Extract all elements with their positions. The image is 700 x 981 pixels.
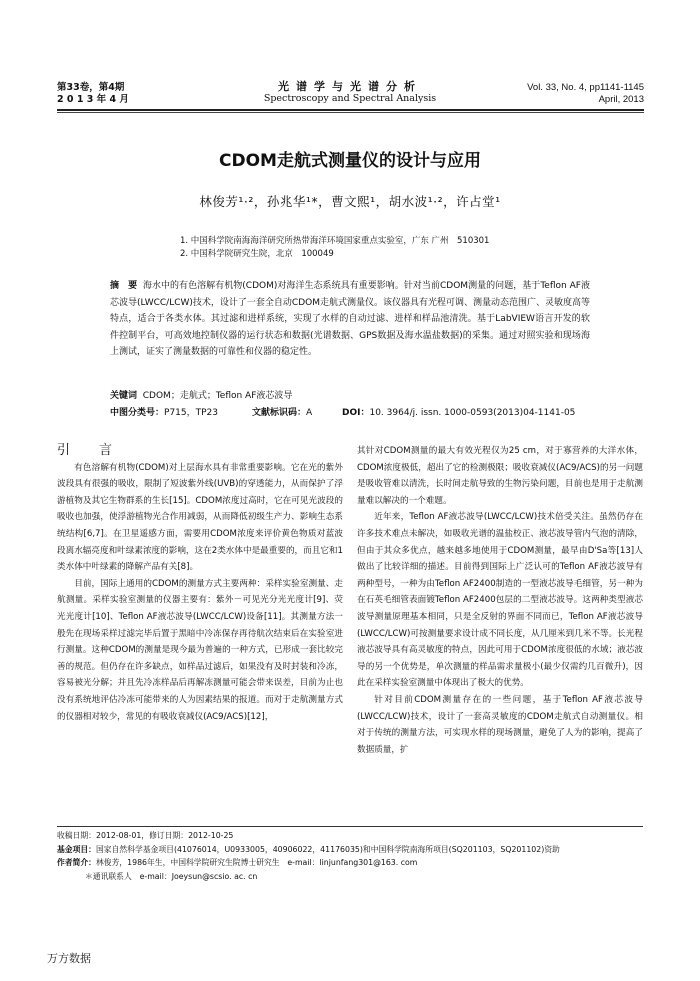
- doc-code-value: A: [306, 408, 313, 418]
- clc-label: 中图分类号：: [110, 408, 165, 418]
- affiliations: [180, 235, 489, 261]
- header-rule-thick: [57, 109, 644, 111]
- fund-note: [57, 843, 647, 857]
- paper-title: CDOM走航式测量仪的设计与应用: [219, 151, 481, 171]
- journal-pages: [527, 82, 644, 106]
- corresponding-author: ＊通讯联系人 e-mail：Joeysun@scsio. ac. cn: [85, 871, 258, 881]
- keywords-label: 关键词: [110, 391, 138, 401]
- footnote-rule: [57, 826, 643, 827]
- header-rule-thin: [57, 112, 644, 113]
- bio-label: 作者简介：: [57, 858, 96, 867]
- received-date: 收稿日期：2012-08-01，修订日期：2012-10-25: [57, 831, 234, 840]
- body-paragraph: 有色溶解有机物(CDOM)对上层海水具有非常重要影响。它在光的紫外波段具有很强的吸收，限制了短波紫外线(UVB)的穿透能力，从而保护了浮游植物及其它生物群系的生长[15]。CDOM浓度过高时，它在可见光波段的吸收也加强，使浮游植物光合作用减弱，从而降低初级生产力、影响生态系统结构[6,7]。在卫星遥感方面，需要用CDOM浓度来评价黄色物质对蓝波段离水辐亮度和叶绿素浓度的影响，这在2类水体中是最重要的，而且它和1类水体中叶绿素的降解产品有关[8]。: [57, 462, 343, 573]
- body-paragraph: 目前，国际上通用的CDOM的测量方式主要两种：采样实验室测量、走航测量。采样实验室测量的仪器主要有：紫外－可见光分光光度计[9]、荧光光度计[10]、Teflon AF液芯波导(LWCC/LCW)设备[11]。其测量方法一般先在现场采样过滤完毕后置于黑暗中冷冻保存再待航次结束后在实验室进行测量。这种CDOM的测量是现今最为普遍的一种方式，已形成一套比较完善的规范。但仍存在许多缺点，如样品过滤后，如果没有及时封装和冷冻，容易被光分解；并且先冷冻样品后再解冻测量可能会带来误差，目前为止也没有系统地评估冷冻可能带来的人为因素结果的报道。而对于走航测量方式的仪器相对较少，常见的有吸收衰减仪(AC9/ACS)[12]，: [57, 578, 343, 722]
- abstract: [110, 278, 590, 361]
- clc-value: P715，TP23: [164, 408, 218, 418]
- volume-issue: 第33卷，第4期: [57, 82, 125, 93]
- affiliation-2: 2. 中国科学院研究生院，北京 100049: [180, 249, 334, 259]
- body-paragraph: 其针对CDOM测量的最大有效光程仅为25 cm，对于寡营养的大洋水体，CDOM浓度极低，超出了它的检测极限；吸收衰减仪(AC9/ACS)的另一问题是吸收管难以清洗，长时间走航导致的生物污染问题，目前也是用于走航测量难以解决的一个难题。: [357, 446, 643, 506]
- journal-name-en: Spectroscopy and Spectral Analysis: [263, 93, 437, 104]
- section-heading-intro: 引 言: [57, 443, 121, 458]
- watermark: 万方数据: [47, 952, 91, 965]
- pub-date: April, 2013: [598, 94, 644, 105]
- journal-volume: [57, 82, 129, 106]
- journal-name-zh: 光谱学与光谱分析: [278, 80, 422, 93]
- footnotes: [57, 829, 647, 883]
- keywords: [110, 388, 292, 404]
- doc-code-label: 文献标识码：: [252, 408, 307, 418]
- journal-name: [250, 81, 450, 105]
- body-right-column: [357, 443, 643, 758]
- keywords-text: CDOM；走航式；Teflon AF液芯波导: [142, 391, 293, 401]
- fund-text: 国家自然科学基金项目(41076014，U0933005，40906022，41176035)和中国科学院南海所项目(SQ201103，SQ201102)资助: [95, 844, 560, 854]
- affiliation-1: 1. 中国科学院南海海洋研究所热带海洋环境国家重点实验室，广东 广州 510301: [180, 236, 490, 246]
- classification-line: [110, 405, 590, 421]
- author-bio: [57, 856, 647, 870]
- author-list: 林俊芳¹·²，孙兆华¹*，曹文熙¹，胡水波¹·²，许占堂¹: [199, 194, 501, 209]
- issue-date: 2 0 1 3 年 4 月: [57, 94, 129, 105]
- body-paragraph: 针对目前CDOM测量存在的一些问题，基于Teflon AF液芯波导(LWCC/LCW)技术，设计了一套高灵敏度的CDOM走航式自动测量仪。相对于传统的测量方法，可实现水样的现场测量，避免了人为的影响，提高了数据质量，扩: [357, 694, 643, 755]
- doi-label: DOI：: [342, 408, 370, 418]
- doi-value: 10. 3964/j. issn. 1000-0593(2013)04-1141-05: [369, 408, 576, 418]
- body-paragraph: 近年来，Teflon AF液芯波导(LWCC/LCW)技术倍受关注。虽然仍存在许多技术难点未解决，如吸收光谱的温盐校正、液芯波导管内气泡的清除，但由于其众多优点，越来越多地使用于CDOM测量，最早由D'Sa等[13]人做出了比较详细的描述。目前得到国际上广泛认可的Teflon AF液芯波导有两种型号，一种为由Teflon AF2400制造的一型液芯波导毛细管，另一种为在石英毛细管表面镀Teflon AF2400包层的二型液芯波导。这两种类型液芯波导测量原理基本相同，只是全反射的界面不同而已，Teflon AF液芯波导(LWCC/LCW)可按测量要求设计成不同长度，从几厘米到几米不等。长光程液芯波导具有高灵敏度的特点，因此可用于CDOM浓度很低的水域；液芯波导的另一个优势是，单次测量的样品需求量极小(最少仅需约几百微升)，因此在采样实验室测量中体现出了极大的优势。: [357, 512, 643, 689]
- abstract-label: 摘 要: [110, 281, 138, 291]
- vol-pages: Vol. 33, No. 4, pp1141-1145: [527, 82, 644, 93]
- abstract-text: 海水中的有色溶解有机物(CDOM)对海洋生态系统具有重要影响。针对当前CDOM测量的问题，基于Teflon AF液芯波导(LWCC/LCW)技术，设计了一套全自动CDOM走航式测量仪。该仪器具有光程可调、测量动态范围广、灵敏度高等特点，适合于各类水体。其过滤和进样系统，实现了水样的自动过滤、进样和样品池清洗。基于LabVIEW语言开发的软件控制平台，可高效地控制仪器的运行状态和数据(光谱数据、GPS数据及海水温盐数据)的采集。通过对照实验和现场海上测试，证实了测量数据的可靠性和仪器的稳定性。: [110, 281, 590, 357]
- fund-label: 基金项目：: [57, 844, 96, 854]
- bio-text: 林俊芳，1986年生，中国科学院研究生院博士研究生 e-mail：linjunfang301@163. com: [95, 858, 418, 867]
- body-left-column: [57, 443, 343, 725]
